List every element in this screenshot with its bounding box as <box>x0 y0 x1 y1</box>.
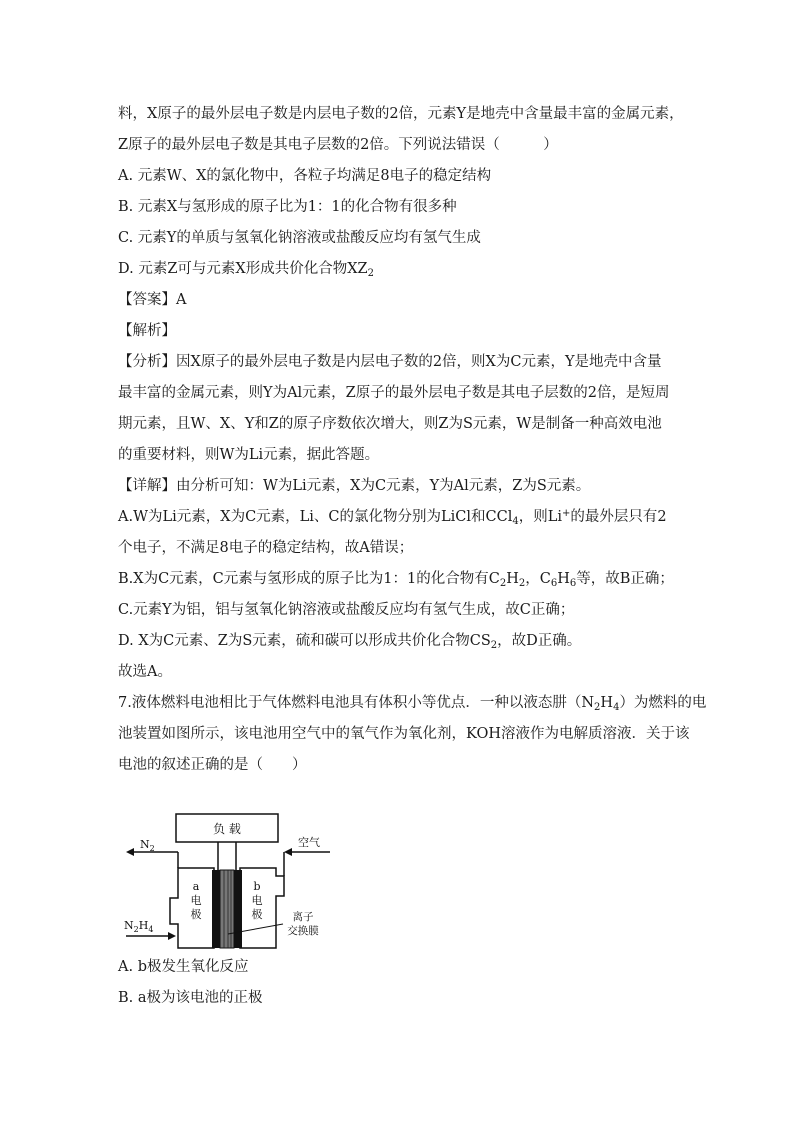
ion-exchange-membrane <box>220 870 234 948</box>
option-d: D. 元素Z可与元素X形成共价化合物$XZ_2$ <box>118 261 374 279</box>
text-line: 最丰富的金属元素，则Y为Al元素，Z原子的最外层电子数是其电子层数的2倍，是短周 <box>118 385 670 401</box>
option-b: B. 元素X与氢形成的原子比为1：1的化合物有很多种 <box>118 199 457 215</box>
n2h4-label: $N_2H_4$ <box>124 919 154 934</box>
air-label: 空气 <box>298 836 320 849</box>
fuel-cell-diagram <box>118 812 338 952</box>
electrode-b <box>234 870 242 948</box>
option-b: B. a极为该电池的正极 <box>118 990 263 1006</box>
electrode-a-label: 极 <box>190 908 202 921</box>
load-label: 负 载 <box>213 822 241 836</box>
answer-line: 【答案】A <box>118 292 187 308</box>
n2-label: $N_2$ <box>140 838 155 853</box>
option-a: A. 元素W、X的氯化物中，各粒子均满足8电子的稳定结构 <box>118 168 492 184</box>
electrode-a-label: 电 <box>190 894 202 907</box>
analysis-heading: 【解析】 <box>118 323 176 339</box>
text-line: A.W为Li元素，X为C元素，Li、C的氯化物分别为LiCl和CCl$_4$，则Li+的最外层只有2 <box>118 508 667 527</box>
text-line: 期元素，且W、X、Y和Z的原子序数依次增大，则Z为S元素，W是制备一种高效电池 <box>118 416 662 432</box>
text-line: 电池的叙述正确的是（ ） <box>118 757 307 773</box>
membrane-label: 交换膜 <box>287 925 319 937</box>
electrode-b-label: b <box>253 880 261 893</box>
electrode-b-label: 极 <box>251 908 263 921</box>
text-line: B.X为C元素，C元素与氢形成的原子比为1：1的化合物有$C_2H_2$，$C_6H_6$等，故B正确； <box>118 571 674 589</box>
electrode-a-label: a <box>192 880 200 893</box>
text-line: 池装置如图所示，该电池用空气中的氧气作为氧化剂，KOH溶液作为电解质溶液．关于该 <box>118 726 690 742</box>
text-line: 【分析】因X原子的最外层电子数是内层电子数的2倍，则X为C元素，Y是地壳中含量 <box>118 354 662 370</box>
option-c: C. 元素Y的单质与氢氧化钠溶液或盐酸反应均有氢气生成 <box>118 230 481 246</box>
text-line: 料，X原子的最外层电子数是内层电子数的2倍，元素Y是地壳中含量最丰富的金属元素， <box>118 106 684 122</box>
text-line: D. X为C元素、Z为S元素，硫和碳可以形成共价化合物$CS_2$，故D正确。 <box>118 633 582 651</box>
text-line: C.元素Y为铝，铝与氢氧化钠溶液或盐酸反应均有氢气生成，故C正确； <box>118 602 575 618</box>
text-line: 故选A。 <box>118 664 172 680</box>
electrode-a <box>212 870 220 948</box>
question-7-stem: 7.液体燃料电池相比于气体燃料电池具有体积小等优点．一种以液态肼$(N_2H_4)$为燃料的电 <box>118 695 707 713</box>
text-line: 【详解】由分析可知：W为Li元素，X为C元素，Y为Al元素，Z为S元素。 <box>118 478 591 494</box>
text-line: Z原子的最外层电子数是其电子层数的2倍。下列说法错误（ ） <box>118 137 558 153</box>
electrode-b-label: 电 <box>251 894 263 907</box>
option-a: A. b极发生氧化反应 <box>118 959 249 975</box>
text-line: 的重要材料，则W为Li元素，据此答题。 <box>118 447 380 463</box>
text-line: 个电子，不满足8电子的稳定结构，故A错误； <box>118 540 414 556</box>
membrane-label: 离子 <box>292 911 314 923</box>
